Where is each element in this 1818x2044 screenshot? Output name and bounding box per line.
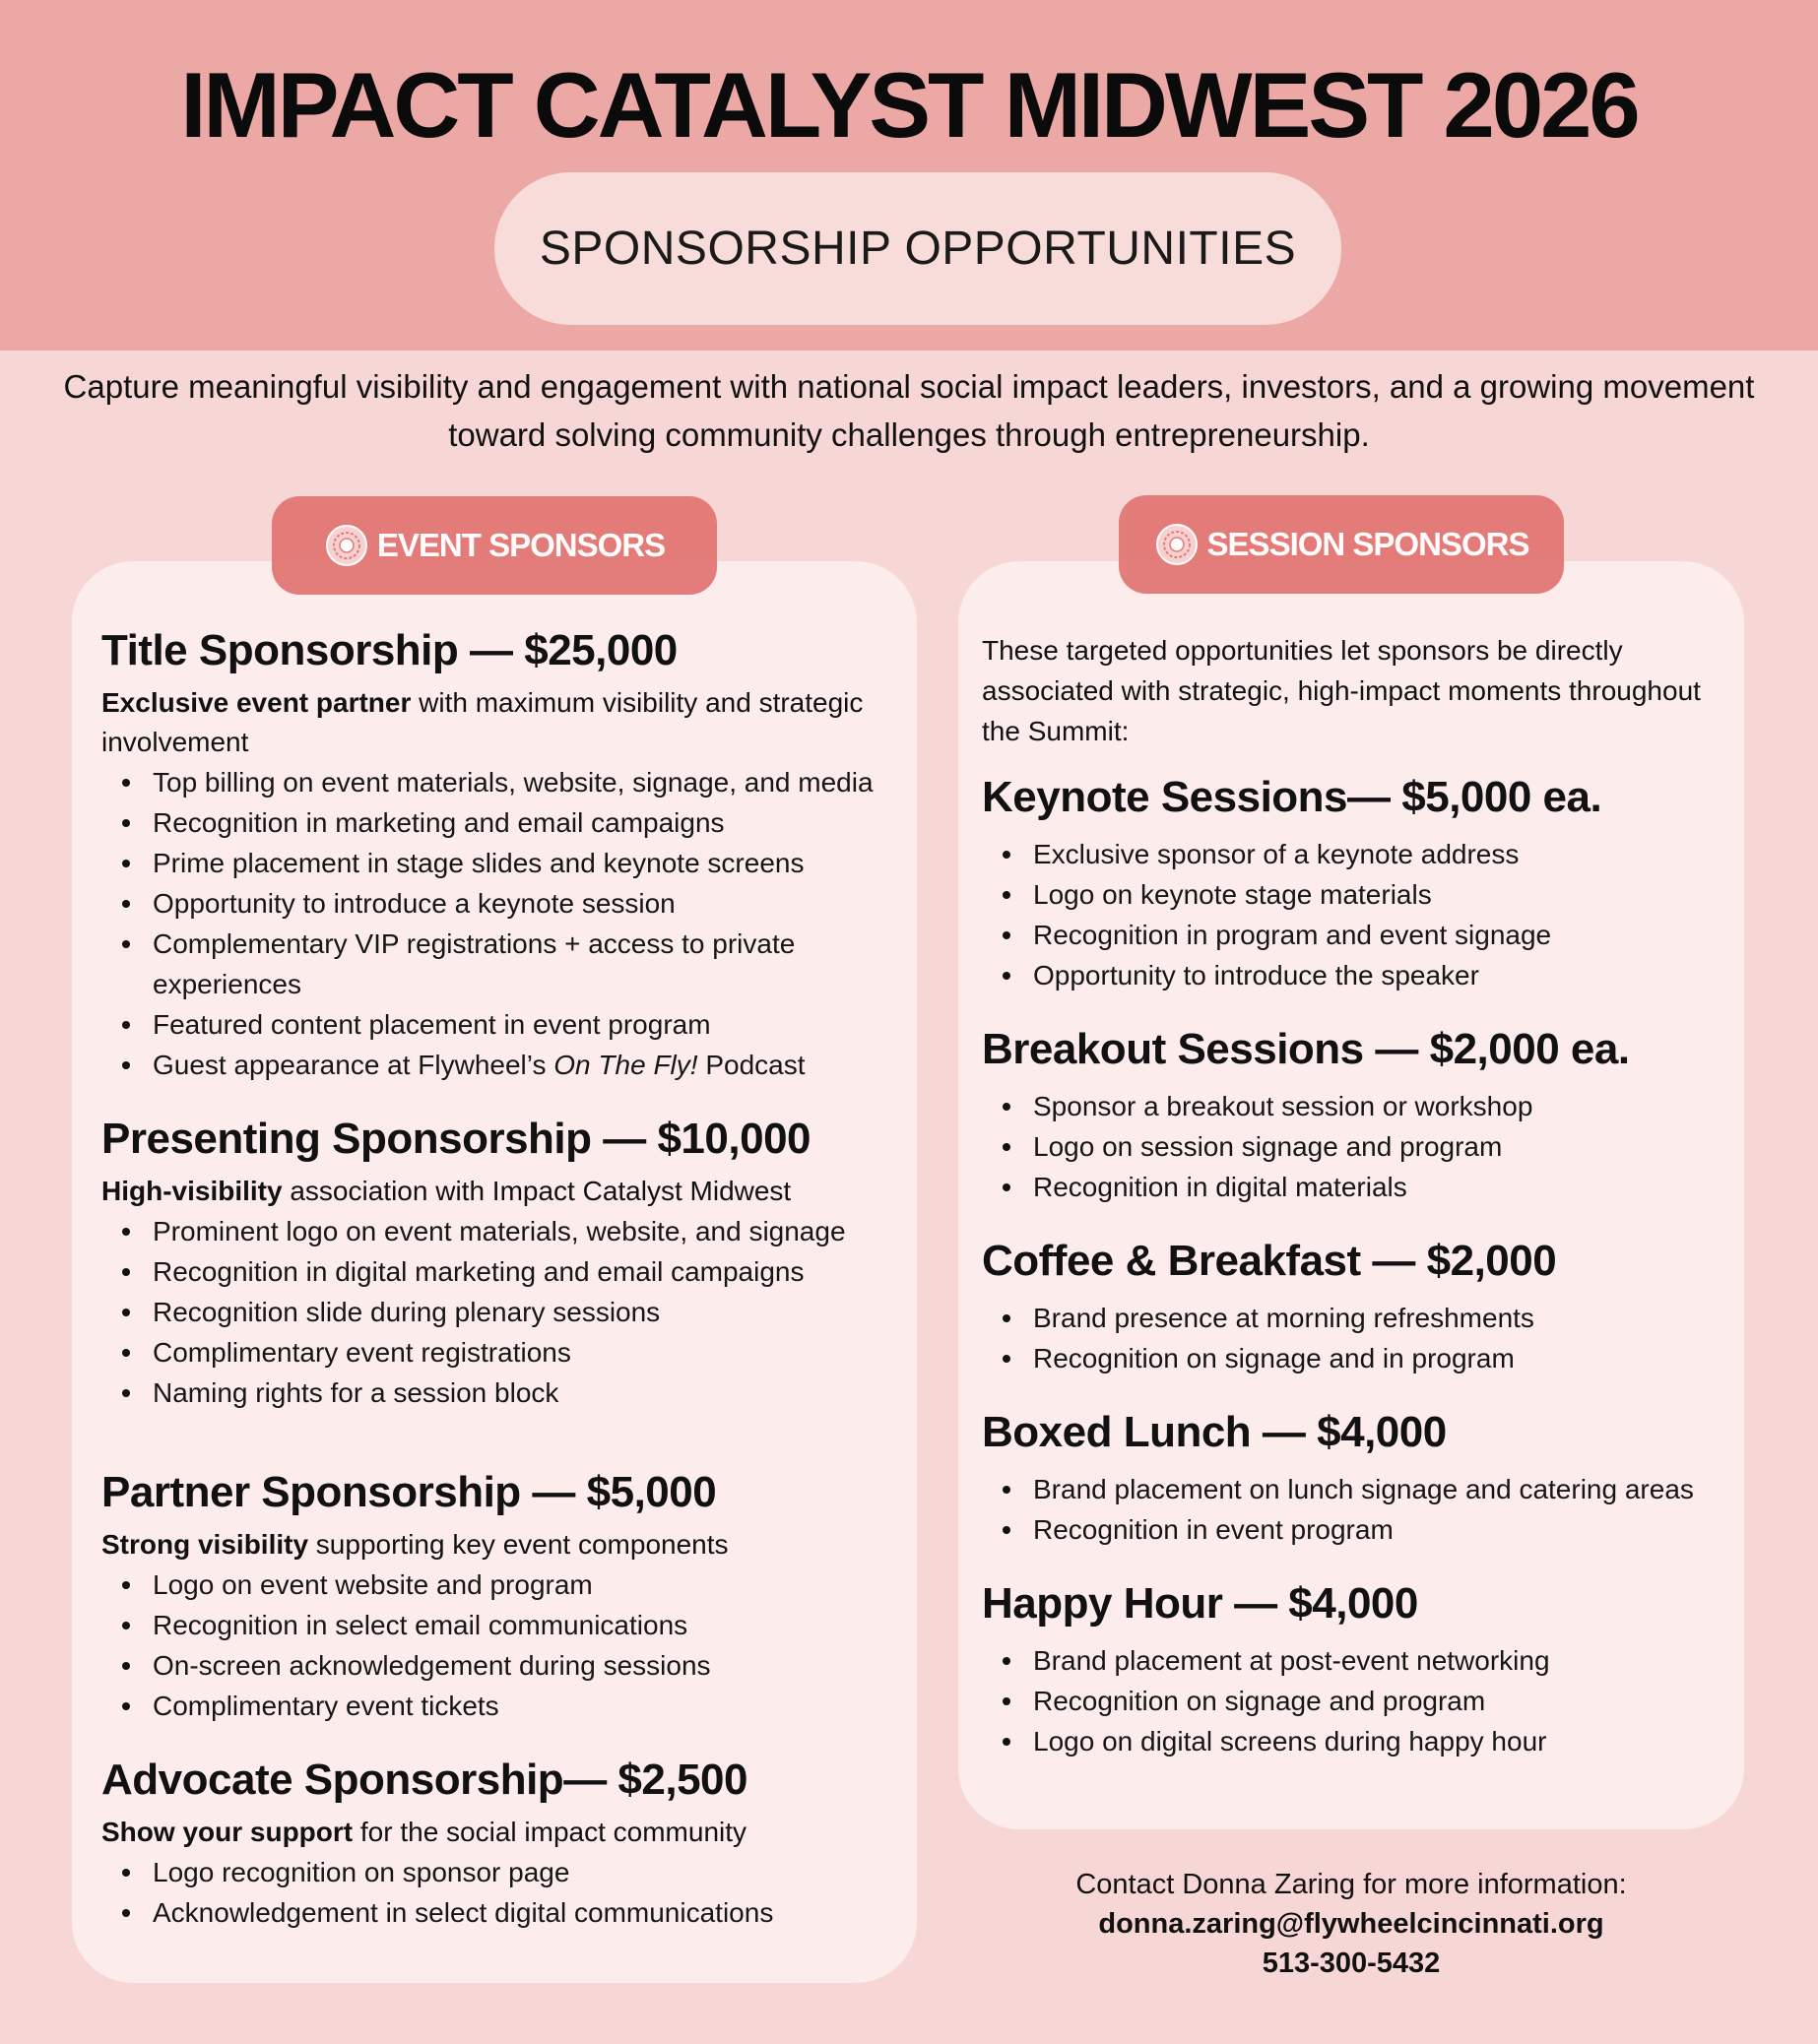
tier-description: High-visibility association with Impact Catalyst Midwest: [101, 1176, 792, 1206]
benefit-item: On-screen acknowledgement during sessions: [153, 1645, 909, 1686]
benefit-item: Recognition slide during plenary sessions: [153, 1292, 909, 1332]
session-sponsors-tab: [1119, 495, 1564, 594]
contact-phone[interactable]: 513-300-5432: [1262, 1948, 1441, 1979]
benefit-item: Recognition on signage and program: [1033, 1681, 1740, 1721]
benefit-list: [982, 1298, 1740, 1378]
benefit-item: Prominent logo on event materials, website, and signage: [153, 1211, 909, 1251]
benefit-item: Logo on session signage and program: [1033, 1126, 1740, 1167]
benefit-list: [982, 1086, 1740, 1207]
tier-partner: [101, 1464, 909, 1726]
benefit-item: Recognition in select email communications: [153, 1605, 909, 1645]
tier-heading: Presenting Sponsorship — $10,000: [101, 1115, 812, 1163]
benefit-item: Prime placement in stage slides and keynote screens: [153, 843, 909, 883]
tier-heading: Boxed Lunch — $4,000: [982, 1408, 1447, 1456]
session-sponsors-content: [982, 630, 1740, 1787]
benefit-item: Logo on event website and program: [153, 1565, 909, 1605]
benefit-item: Recognition on signage and in program: [1033, 1338, 1740, 1378]
session-intro: These targeted opportunities let sponsors be directly associated with strategic, high-impact moments throughout the Summit:: [982, 635, 1701, 746]
benefit-list: [982, 1640, 1740, 1761]
tier-lunch: [982, 1404, 1740, 1550]
benefit-item: Opportunity to introduce a keynote session: [153, 883, 909, 924]
benefit-list: [982, 1469, 1740, 1550]
session-sponsors-label: SESSION SPONSORS: [1206, 526, 1529, 562]
tier-heading: Keynote Sessions— $5,000 ea.: [982, 773, 1602, 821]
benefit-item: Recognition in event program: [1033, 1509, 1740, 1550]
benefit-item: Acknowledgement in select digital communications: [153, 1892, 909, 1933]
tier-presenting: [101, 1111, 909, 1413]
benefit-item: Logo on keynote stage materials: [1033, 874, 1740, 915]
tier-heading: Coffee & Breakfast — $2,000: [982, 1237, 1557, 1285]
benefit-list: [101, 1852, 909, 1933]
tier-happy-hour: [982, 1575, 1740, 1761]
benefit-item: Exclusive sponsor of a keynote address: [1033, 834, 1740, 874]
benefit-item: Guest appearance at Flywheel’s On The Fly! Podcast: [153, 1045, 909, 1085]
benefit-item: Featured content placement in event program: [153, 1004, 909, 1045]
tier-heading: Partner Sponsorship — $5,000: [101, 1468, 717, 1516]
benefit-item: Recognition in digital materials: [1033, 1167, 1740, 1207]
tier-description: Strong visibility supporting key event components: [101, 1529, 729, 1560]
header-band: [0, 0, 1818, 351]
contact-block: [958, 1865, 1744, 1983]
tier-breakout: [982, 1021, 1740, 1207]
page-title: IMPACT CATALYST MIDWEST 2026: [180, 53, 1638, 157]
tier-coffee: [982, 1233, 1740, 1378]
benefit-item: Complementary VIP registrations + access to private experiences: [153, 924, 909, 1004]
tier-description: Show your support for the social impact community: [101, 1817, 747, 1847]
tier-description: Exclusive event partner with maximum visibility and strategic involvement: [101, 687, 864, 757]
rosette-icon: [324, 523, 369, 568]
benefit-item: Logo on digital screens during happy hour: [1033, 1721, 1740, 1761]
contact-email[interactable]: donna.zaring@flywheelcincinnati.org: [1098, 1908, 1604, 1940]
benefit-list: [101, 762, 909, 1085]
subtitle: SPONSORSHIP OPPORTUNITIES: [539, 223, 1297, 275]
subtitle-pill: [494, 172, 1341, 325]
intro-text: Capture meaningful visibility and engagement with national social impact leaders, investors, and a growing movement toward solving community challenges through entrepreneurship.: [63, 368, 1755, 453]
tier-advocate: [101, 1752, 909, 1933]
benefit-item: Recognition in marketing and email campaigns: [153, 802, 909, 843]
benefit-item: Opportunity to introduce the speaker: [1033, 955, 1740, 995]
benefit-item: Complimentary event registrations: [153, 1332, 909, 1373]
event-sponsors-tab: [272, 496, 717, 595]
benefit-list: [982, 834, 1740, 995]
benefit-item: Top billing on event materials, website, signage, and media: [153, 762, 909, 802]
tier-heading: Breakout Sessions — $2,000 ea.: [982, 1025, 1630, 1073]
benefit-item: Sponsor a breakout session or workshop: [1033, 1086, 1740, 1126]
tier-keynote: [982, 769, 1740, 995]
contact-line: Contact Donna Zaring for more information:: [1075, 1869, 1627, 1900]
benefit-item: Brand presence at morning refreshments: [1033, 1298, 1740, 1338]
benefit-item: Brand placement at post-event networking: [1033, 1640, 1740, 1681]
event-sponsors-content: [101, 622, 909, 1958]
benefit-item: Naming rights for a session block: [153, 1373, 909, 1413]
benefit-item: Brand placement on lunch signage and catering areas: [1033, 1469, 1740, 1509]
tier-title: [101, 622, 909, 1085]
tier-heading: Happy Hour — $4,000: [982, 1579, 1418, 1628]
event-sponsors-label: EVENT SPONSORS: [376, 527, 666, 563]
benefit-item: Logo recognition on sponsor page: [153, 1852, 909, 1892]
tier-heading: Title Sponsorship — $25,000: [101, 626, 678, 674]
tier-heading: Advocate Sponsorship— $2,500: [101, 1756, 747, 1804]
benefit-list: [101, 1211, 909, 1413]
benefit-list: [101, 1565, 909, 1726]
benefit-item: Recognition in program and event signage: [1033, 915, 1740, 955]
benefit-item: Complimentary event tickets: [153, 1686, 909, 1726]
benefit-item: Recognition in digital marketing and email campaigns: [153, 1251, 909, 1292]
rosette-icon: [1154, 522, 1200, 567]
